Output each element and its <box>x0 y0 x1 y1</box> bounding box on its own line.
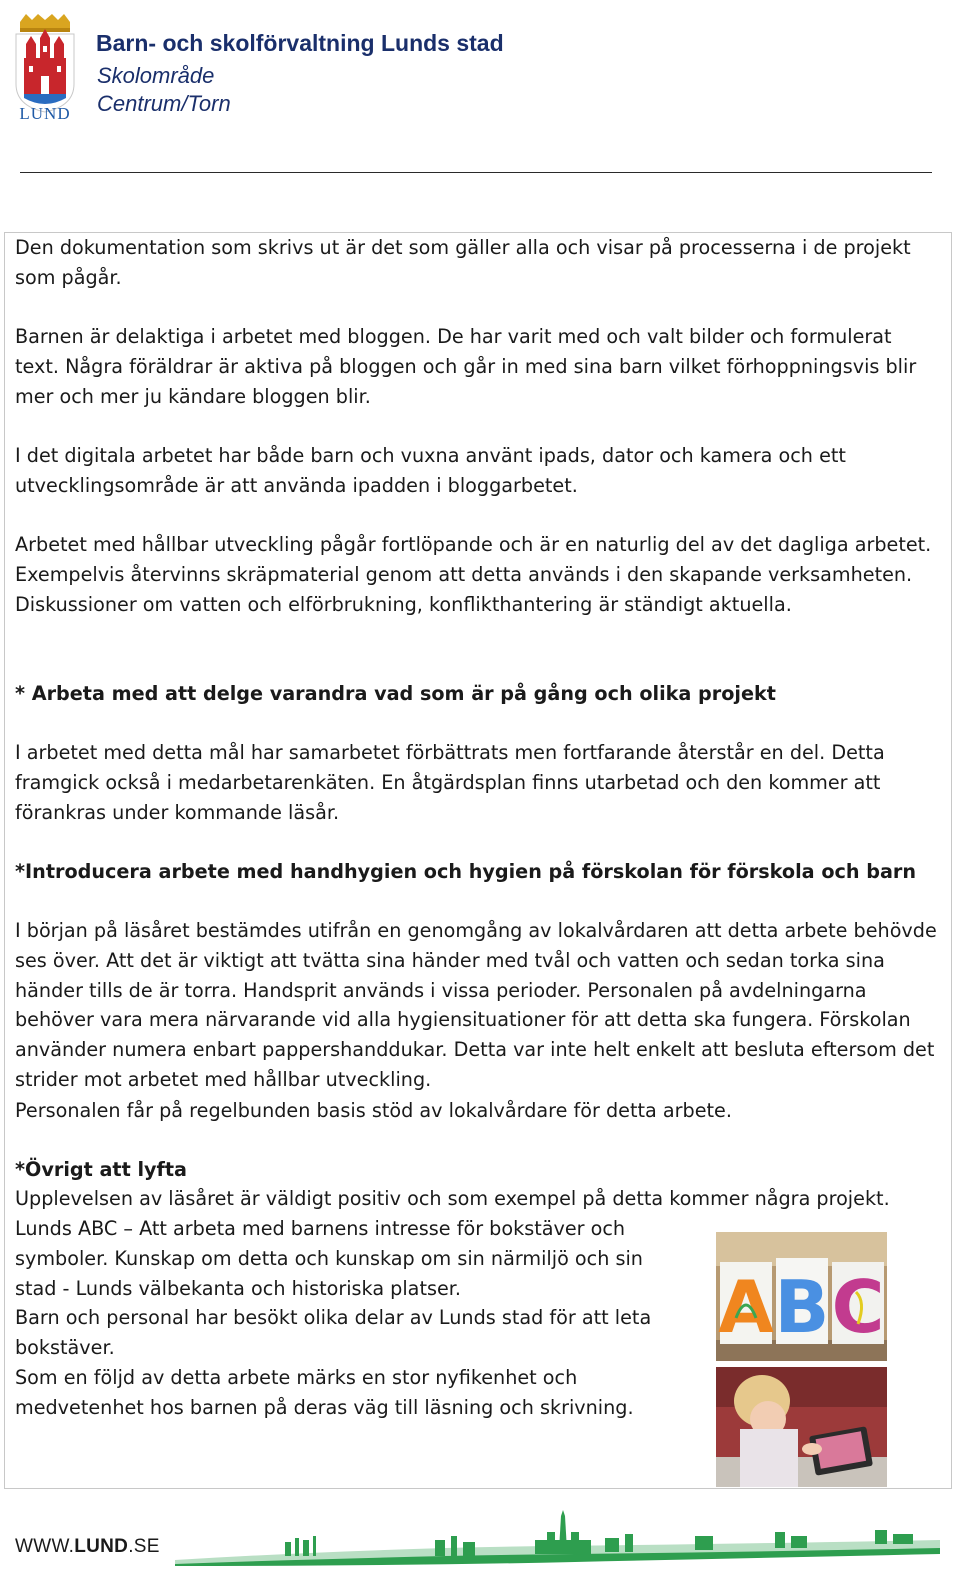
paragraph-city-visits: Barn och personal har besökt olika delar av Lunds stad för att leta bokstäver. <box>15 1306 652 1359</box>
paragraph-hygiene: I början på läsåret bestämdes utifrån en genomgång av lokalvårdaren att detta arbete behövde ses över. Att det är viktigt att tvätta sina händer med tvål och vatten och sedan torka sina händer tills de är torra. Handsprit används i vissa perioder. Personalen på avdelningarna behöver vara mera närvarande vid alla hygiensituationer för att detta ska fungera. Förskolan använder numera enbart pappershanddukar. Detta var inte helt enkelt att besluta eftersom det strider mot arbetet med hållbar utveckling. <box>15 919 937 1091</box>
heading-share-projects: * Arbeta med att delge varandra vad som är på gång och olika projekt <box>15 682 776 705</box>
url-prefix: WWW. <box>15 1536 75 1557</box>
header-divider <box>20 172 932 173</box>
heading-other: *Övrigt att lyfta <box>15 1158 188 1181</box>
paragraph-blog: Barnen är delaktiga i arbetet med bloggen. De har varit med och valt bilder och formulerat text. Några föräldrar är aktiva på bloggen och går in med sina barn vilket förhoppningsvis blir mer och mer ju kändare bloggen blir. <box>15 325 917 408</box>
paragraph-cleaning-support: Personalen får på regelbunden basis stöd av lokalvårdare för detta arbete. <box>15 1099 732 1122</box>
child-with-tablet-photo <box>716 1367 887 1487</box>
school-area-label: Skolområde <box>97 63 215 88</box>
paragraph-sustainability: Arbetet med hållbar utveckling pågår fortlöpande och är en naturlig del av det dagliga arbetet. Exempelvis återvinns skräpmaterial genom att detta används i den skapande verksamheten. Diskussioner om vatten och elförbrukning, konflikthantering är ständigt aktuella. <box>15 533 932 616</box>
letter-c: C <box>831 1265 885 1349</box>
url-domain: LUND <box>74 1536 129 1557</box>
footer-website-link[interactable] <box>15 1536 160 1558</box>
letter-b: B <box>774 1265 830 1349</box>
url-suffix: .SE <box>128 1536 160 1557</box>
letterhead <box>0 0 960 180</box>
crest-wordmark: LUND <box>19 104 71 123</box>
heading-hygiene: *Introducera arbete med handhygien och hygien på förskolan för förskola och barn <box>15 860 917 883</box>
school-area-name: Centrum/Torn <box>97 91 231 116</box>
paragraph-year-experience: Upplevelsen av läsåret är väldigt positiv och som exempel på detta kommer några projekt. <box>15 1187 890 1210</box>
paragraph-lunds-abc: Lunds ABC – Att arbeta med barnens intresse för bokstäver och symboler. Kunskap om detta och kunskap om sin närmiljö och sin stad - Lunds välbekanta och historiska platser. <box>15 1217 643 1300</box>
organization-title: Barn- och skolförvaltning Lunds stad <box>96 30 504 56</box>
letter-a: A <box>718 1265 774 1349</box>
abc-letters-photo <box>716 1232 887 1361</box>
paragraph-documentation: Den dokumentation som skrivs ut är det som gäller alla och visar på processerna i de projekt som pågår. <box>15 236 911 289</box>
lund-skyline-icon <box>175 1510 940 1566</box>
paragraph-collaboration: I arbetet med detta mål har samarbetet förbättrats men fortfarande återstår en del. Detta framgick också i medarbetarenkäten. En åtgärdsplan finns utarbetad och den kommer att förankras under kommande läsår. <box>15 741 885 824</box>
paragraph-digital-work: I det digitala arbetet har både barn och vuxna använt ipads, dator och kamera och ett utvecklingsområde är att använda ipadden i bloggarbetet. <box>15 444 846 497</box>
paragraph-curiosity: Som en följd av detta arbete märks en stor nyfikenhet och medvetenhet hos barnen på deras väg till läsning och skrivning. <box>15 1366 634 1419</box>
